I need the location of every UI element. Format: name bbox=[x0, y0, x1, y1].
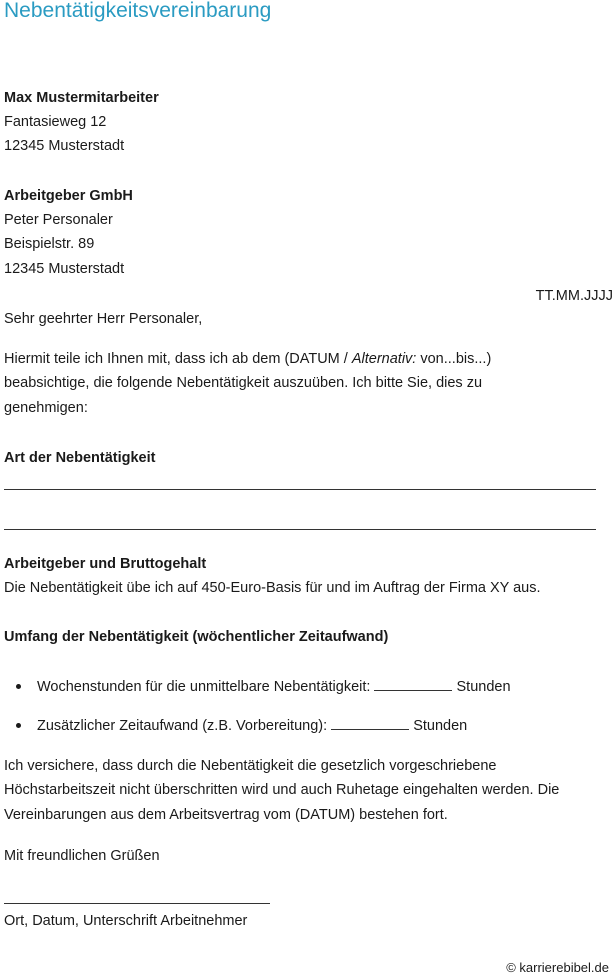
section-heading-employer: Arbeitgeber und Bruttogehalt bbox=[4, 556, 207, 572]
signature-line bbox=[4, 903, 270, 904]
bullet-dot bbox=[16, 723, 21, 728]
bullet-dot bbox=[16, 684, 21, 689]
intro-line-1 bbox=[4, 347, 491, 371]
intro-alternative-label: Alternativ: bbox=[351, 351, 417, 367]
recipient-person: Peter Personaler bbox=[4, 212, 113, 228]
letter-date: TT.MM.JJJJ bbox=[535, 288, 613, 304]
scope-bullet-label: Zusätzlicher Zeitaufwand (z.B. Vorbereitung): bbox=[37, 718, 332, 734]
scope-bullet-extra-time bbox=[4, 714, 467, 738]
sender-name: Max Mustermitarbeiter bbox=[4, 90, 159, 106]
section-heading-scope: Umfang der Nebentätigkeit (wöchentlicher Zeitaufwand) bbox=[4, 629, 389, 645]
type-answer-line-1 bbox=[4, 489, 596, 490]
recipient-city: 12345 Musterstadt bbox=[4, 261, 125, 277]
closing: Mit freundlichen Grüßen bbox=[4, 848, 160, 864]
sender-street: Fantasieweg 12 bbox=[4, 114, 107, 130]
salutation: Sehr geehrter Herr Personaler, bbox=[4, 311, 203, 327]
intro-line-3: genehmigen: bbox=[4, 400, 88, 416]
assurance-line-3: Vereinbarungen aus dem Arbeitsvertrag vom (DATUM) bestehen fort. bbox=[4, 807, 448, 823]
weekly-hours-blank bbox=[374, 676, 452, 691]
extra-time-blank bbox=[331, 715, 409, 730]
recipient-street: Beispielstr. 89 bbox=[4, 236, 95, 252]
intro-part-2: von...bis...) bbox=[416, 351, 492, 367]
type-answer-line-2 bbox=[4, 529, 596, 530]
assurance-line-1: Ich versichere, dass durch die Nebentätigkeit die gesetzlich vorgeschriebene bbox=[4, 758, 497, 774]
scope-bullet-unit: Stunden bbox=[409, 718, 468, 734]
scope-bullet-unit: Stunden bbox=[452, 679, 511, 695]
section-heading-type: Art der Nebentätigkeit bbox=[4, 450, 156, 466]
copyright-footer: © karrierebibel.de bbox=[506, 960, 609, 975]
sender-city: 12345 Musterstadt bbox=[4, 138, 125, 154]
scope-bullet-label: Wochenstunden für die unmittelbare Nebentätigkeit: bbox=[37, 679, 375, 695]
employer-text: Die Nebentätigkeit übe ich auf 450-Euro-Basis für und im Auftrag der Firma XY aus. bbox=[4, 580, 541, 596]
assurance-line-2: Höchstarbeitszeit nicht überschritten wird und auch Ruhetage eingehalten werden. Die bbox=[4, 782, 560, 798]
intro-line-2: beabsichtige, die folgende Nebentätigkeit auszuüben. Ich bitte Sie, dies zu bbox=[4, 375, 483, 391]
intro-part-1: Hiermit teile ich Ihnen mit, dass ich ab dem (DATUM / bbox=[4, 351, 352, 367]
scope-bullet-weekly-hours bbox=[4, 675, 511, 699]
document-title: Nebentätigkeitsvereinbarung bbox=[4, 0, 272, 22]
recipient-company: Arbeitgeber GmbH bbox=[4, 188, 133, 204]
signature-caption: Ort, Datum, Unterschrift Arbeitnehmer bbox=[4, 913, 248, 929]
